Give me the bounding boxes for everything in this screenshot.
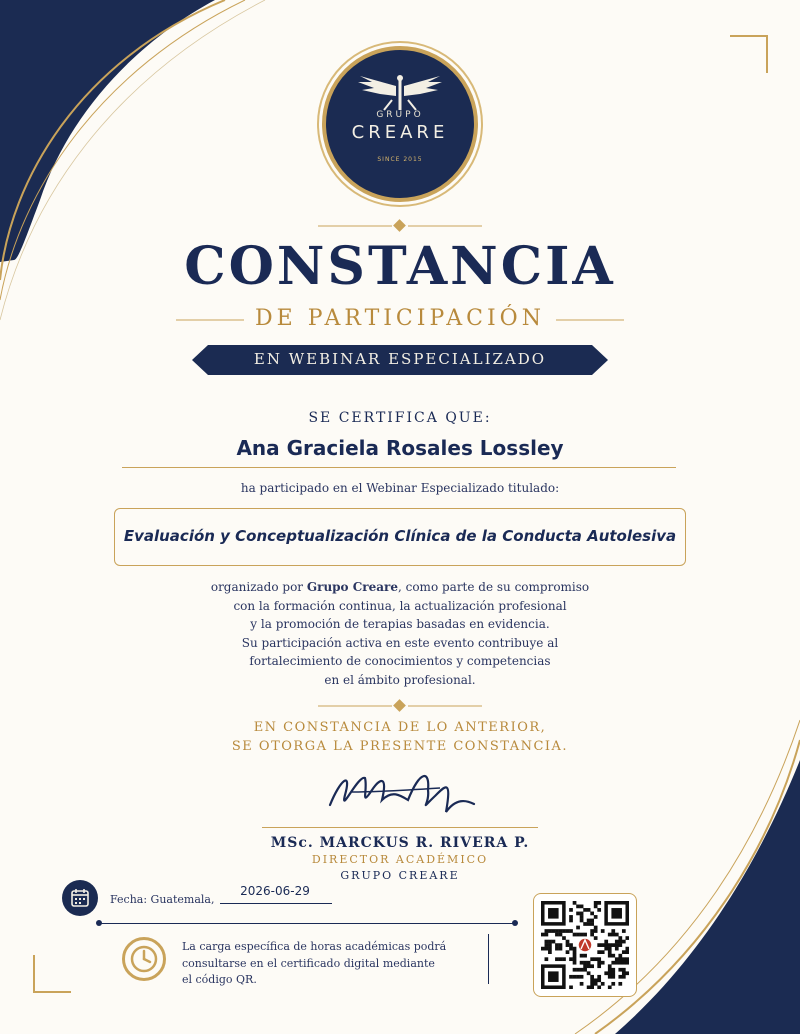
body-line-5: fortalecimiento de conocimientos y competencias [249,654,551,668]
date-value: 2026-06-29 [240,884,310,898]
hours-note-line-2: consultarse en el certificado digital mediante [182,956,435,970]
wings-emblem-icon [350,72,450,112]
body-line-4: Su participación activa en este evento contribuye al [241,635,559,650]
calendar-icon [62,880,98,916]
footer-divider [100,923,515,924]
closing-line-2: SE OTORGA LA PRESENTE CONSTANCIA. [231,739,569,754]
certificate-title: CONSTANCIA [184,236,616,297]
date-label: Fecha: Guatemala, [110,893,215,906]
hours-note-line-3: el código QR. [182,973,257,986]
closing-line-1: EN CONSTANCIA DE LO ANTERIOR, [253,720,547,735]
grupo-creare-logo [322,46,478,202]
hours-note-line-1: La carga específica de horas académicas podrá [182,940,447,953]
body-line-6: en el ámbito profesional. [324,672,476,687]
signature-line [262,827,538,828]
body-paragraph [0,578,800,689]
body-line-1-bold: Grupo Creare [306,580,398,594]
closing-statement [0,718,800,756]
body-line-1 [0,578,800,597]
logo-since-text: SINCE 2015 [377,156,423,163]
body-line-1-pre: organizado por [210,580,307,594]
certificate-subtitle: DE PARTICIPACIÓN [255,306,545,331]
webinar-title: Evaluación y Conceptualización Clínica de la Conducta Autolesiva [123,527,677,545]
logo-grupo-text: GRUPO [376,110,424,120]
signer-organization: GRUPO CREARE [340,869,460,882]
signer-role: DIRECTOR ACADÉMICO [311,853,489,866]
qr-code-icon[interactable] [541,901,629,989]
participated-text: ha participado en el Webinar Especializado titulado: [240,481,560,495]
clock-icon [122,937,166,981]
recipient-name: Ana Graciela Rosales Lossley [236,436,564,460]
logo-creare-text: CREARE [351,122,449,143]
name-underline [122,467,676,468]
hours-note [182,939,482,989]
banner-text: EN WEBINAR ESPECIALIZADO [253,350,547,368]
footer-divider-dot-left [96,920,102,926]
body-line-3: y la promoción de terapias basadas en evidencia. [250,617,550,631]
certify-lead: SE CERTIFICA QUE: [308,410,492,426]
body-line-2: con la formación continua, la actualización profesional [233,598,567,613]
date-underline [220,903,332,904]
signer-name: MSc. MARCKUS R. RIVERA P. [270,835,530,851]
footer-divider-dot-right [512,920,518,926]
body-line-1-post: , como parte de su compromiso [397,580,590,594]
note-separator [488,934,489,984]
